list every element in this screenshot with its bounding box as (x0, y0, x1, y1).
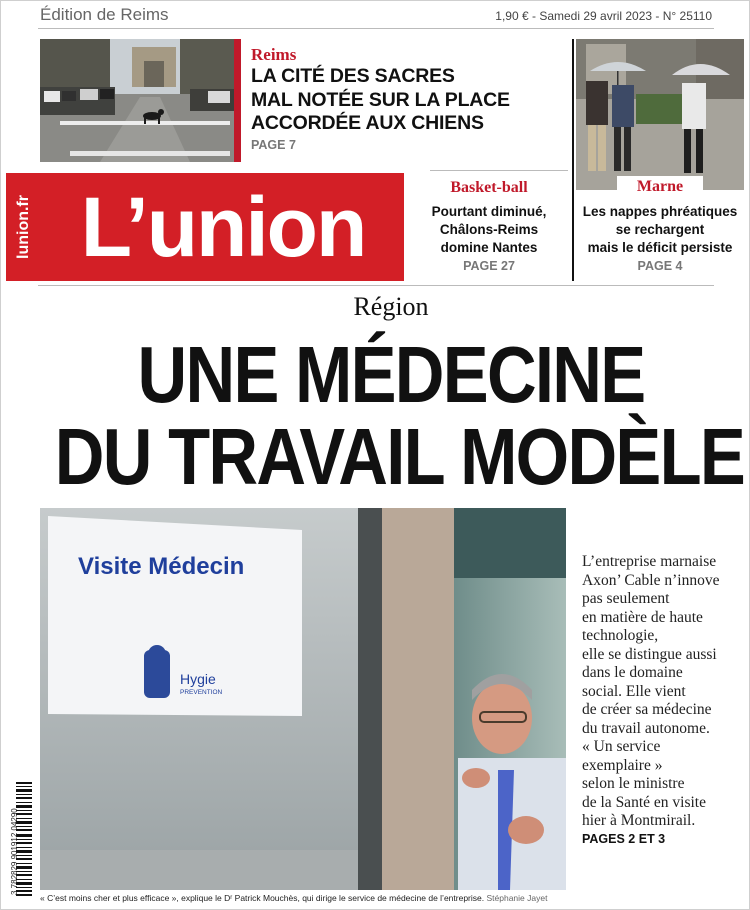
main-headline-line: DU TRAVAIL MODÈLE (54, 412, 745, 501)
body-line: dans le domaine (582, 664, 683, 681)
caption-text: « C’est moins cher et plus efficace », explique le Dʳ Patrick Mouchès, qui dirige le service de médecine de l’entreprise. (40, 893, 485, 903)
logo-wordmark (42, 173, 404, 281)
teaser-reims-photo[interactable] (40, 39, 234, 162)
teaser-reims-headline-line: LA CITÉ DES SACRES (251, 65, 455, 87)
teaser-basket-page: PAGE 27 (463, 259, 515, 273)
body-line: L’entreprise marnaise (582, 553, 717, 570)
teaser-basket-headline[interactable] (415, 203, 563, 257)
doctor-office-image (40, 508, 566, 890)
body-line: hier à Montmirail. (582, 812, 696, 829)
reims-street-image (40, 39, 234, 162)
body-line: pas seulement (582, 590, 670, 607)
vertical-divider (572, 39, 574, 281)
teaser-marne-headline-line: mais le déficit persiste (587, 240, 733, 255)
teaser-basket-headline-line: Pourtant diminué, (431, 204, 547, 219)
masthead-logo[interactable] (6, 173, 404, 281)
mid-divider (430, 170, 568, 171)
body-line: exemplaire » (582, 756, 663, 774)
teaser-reims-headline[interactable] (251, 65, 551, 136)
teaser-reims-headline-line: MAL NOTÉE SUR LA PLACE (251, 88, 510, 111)
teaser-marne-kicker: Marne (636, 178, 684, 195)
body-line: de la Santé en visite (582, 793, 706, 811)
main-kicker: Région (353, 292, 429, 321)
teaser-basket-kicker: Basket-ball (450, 179, 528, 196)
body-line: selon le ministre (582, 775, 685, 792)
body-line: social. Elle vient (582, 682, 686, 700)
body-line: du travail autonome. (582, 719, 710, 737)
body-line: elle se distingue aussi (582, 645, 717, 663)
body-line: en matière de haute (582, 608, 703, 626)
issue-info: 1,90 € - Samedi 29 avril 2023 - N° 25110 (495, 9, 712, 23)
logo-side-url (6, 173, 42, 281)
body-line: technologie, (582, 627, 659, 644)
teaser-marne-photo[interactable] (576, 39, 744, 190)
teaser-marne-page: PAGE 4 (637, 259, 683, 273)
teaser-reims-kicker: Reims (251, 45, 297, 64)
photo-credit: Stéphanie Jayet (486, 893, 548, 903)
body-line: Axon’ Cable n’innove (582, 571, 720, 589)
teaser-marne-headline-line: se rechargent (615, 222, 705, 237)
logo-side-text: lunion.fr (15, 195, 32, 259)
teaser-basket-headline-line: domine Nantes (440, 240, 538, 255)
teaser-reims-page: PAGE 7 (251, 138, 296, 152)
sign-brand-text: Hygie (180, 671, 216, 687)
teaser-basket-headline-line: Châlons-Reims (439, 222, 539, 237)
masthead-divider (38, 285, 714, 286)
barcode-digits: 3 782829 901912 04290 (10, 808, 19, 895)
top-divider (38, 28, 714, 29)
sign-title-text: Visite Médecin (78, 553, 245, 580)
teaser-reims-headline-line: ACCORDÉE AUX CHIENS (251, 112, 484, 134)
photo-caption (40, 893, 740, 903)
logo-text: L’union (80, 180, 366, 274)
teaser-marne-headline-line: Les nappes phréatiques (582, 204, 738, 219)
body-line: de créer sa médecine (582, 701, 712, 718)
main-headline[interactable] (0, 330, 750, 501)
sign-brand-sub: PREVENTION (180, 689, 223, 696)
body-line: « Un service (582, 738, 661, 755)
teaser-reims-accent-bar (234, 39, 241, 162)
teaser-marne-headline[interactable] (578, 203, 742, 257)
main-body-text (582, 553, 744, 831)
rain-umbrella-image (576, 39, 744, 190)
main-pages-link[interactable]: PAGES 2 ET 3 (582, 832, 666, 846)
main-headline-line: UNE MÉDECINE (137, 330, 645, 419)
edition-label: Édition de Reims (40, 5, 169, 24)
main-photo[interactable] (40, 508, 566, 890)
